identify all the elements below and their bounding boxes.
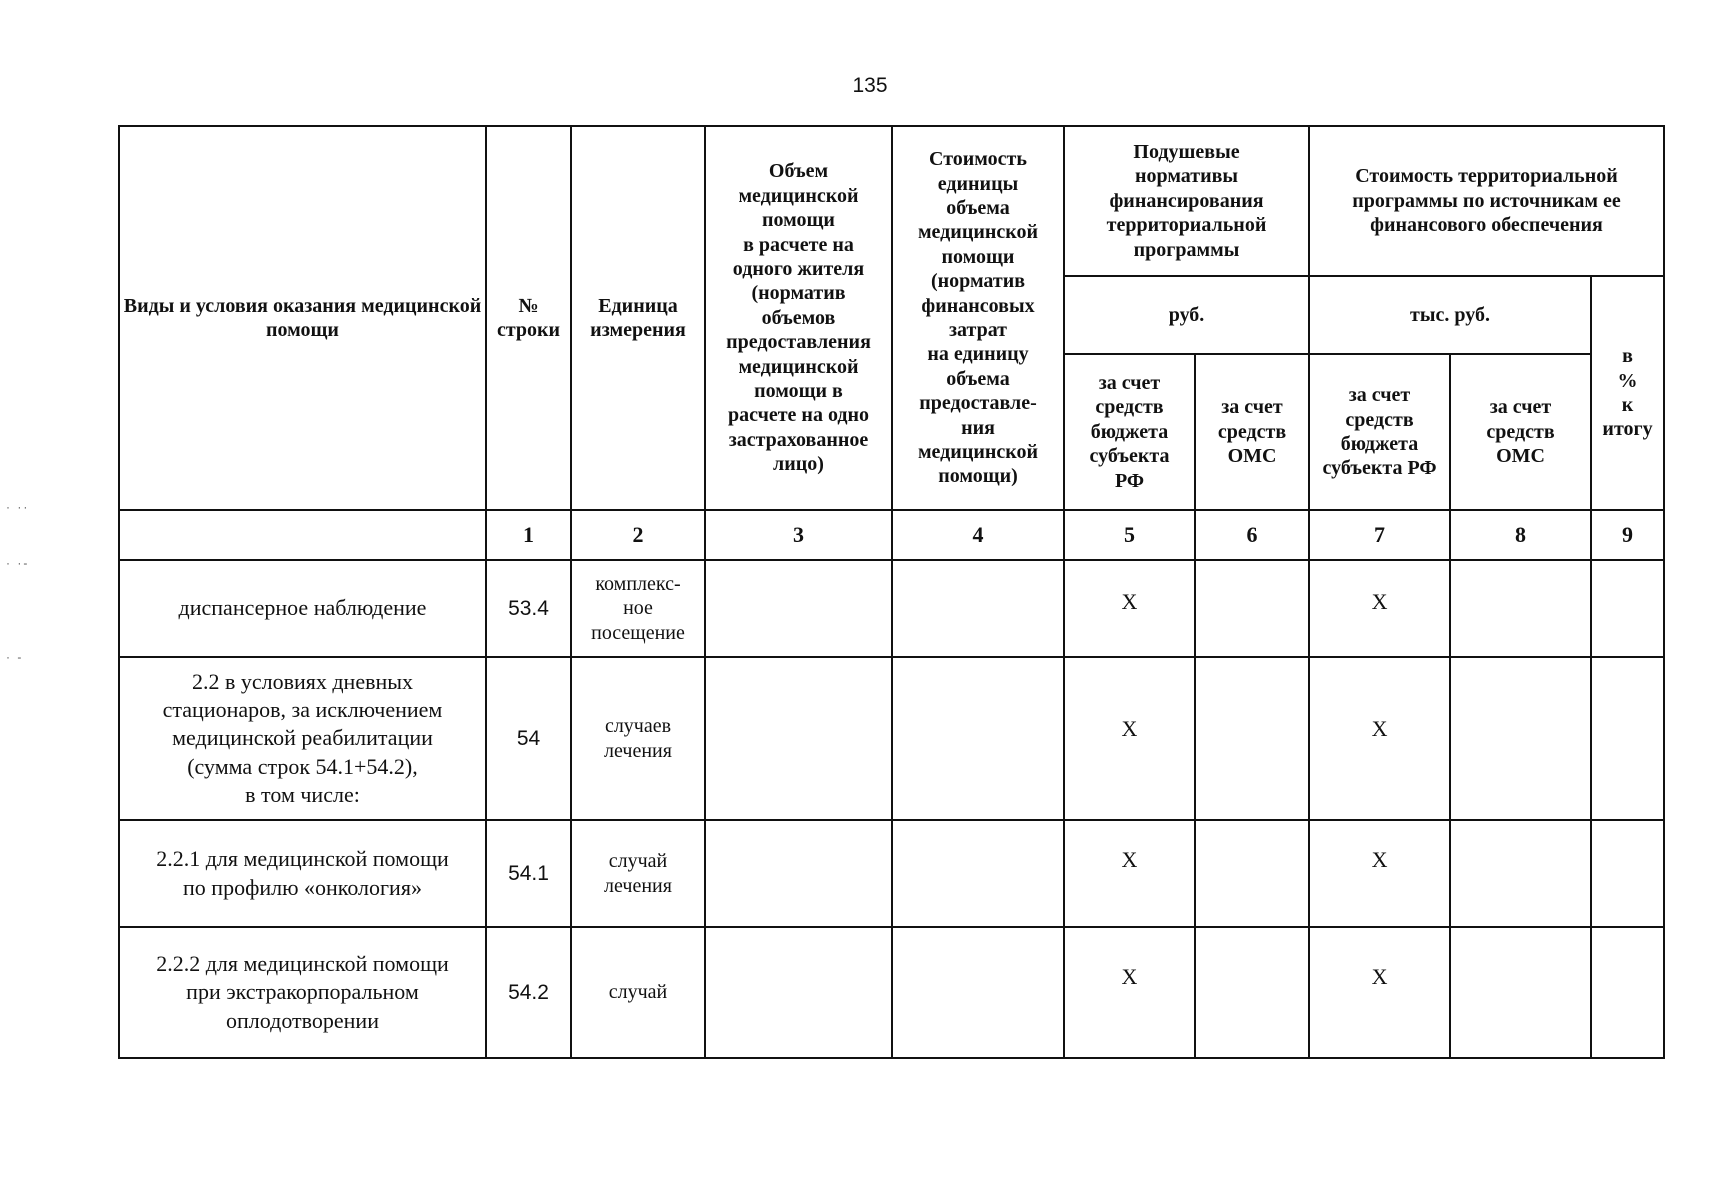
column-numbers-row — [119, 510, 1664, 560]
margin-scan-mark: · ·· — [6, 500, 30, 514]
table-row — [119, 657, 1664, 820]
column-number: 7 — [1309, 510, 1450, 560]
row-cell-volume — [705, 820, 892, 927]
row-cell-budget-rf: X — [1064, 657, 1195, 820]
row-name: 2.2 в условиях дневных стационаров, за исключением медицинской реабилитации (сумма строк 54.1+54.2), в том числе: — [119, 657, 486, 820]
margin-scan-mark: · ·- — [6, 556, 30, 570]
header-budget-rf-thous: за счет средств бюджета субъекта РФ — [1309, 354, 1450, 510]
margin-scan-mark: · - — [6, 650, 24, 664]
row-code: 54 — [486, 657, 571, 820]
row-code: 54.1 — [486, 820, 571, 927]
header-unit: Единица измерения — [571, 126, 705, 510]
table-row — [119, 560, 1664, 657]
row-cell-percent — [1591, 560, 1664, 657]
header-rub: руб. — [1064, 276, 1309, 354]
table-row — [119, 927, 1664, 1058]
row-cell-budget-rf: X — [1064, 820, 1195, 927]
row-cell-unit-cost — [892, 560, 1064, 657]
row-cell-volume — [705, 560, 892, 657]
header-per-capita: Подушевые нормативы финансирования территориальной программы — [1064, 126, 1309, 276]
row-cell-oms — [1195, 657, 1309, 820]
row-cell-oms — [1195, 820, 1309, 927]
medical-care-table — [118, 125, 1665, 1059]
header-oms: за счет средств ОМС — [1195, 354, 1309, 510]
column-number: 6 — [1195, 510, 1309, 560]
header-percent: в % к итогу — [1591, 276, 1664, 510]
row-cell-percent — [1591, 657, 1664, 820]
column-number: 1 — [486, 510, 571, 560]
column-number: 8 — [1450, 510, 1591, 560]
table-row — [119, 820, 1664, 927]
row-unit: комплекс- ное посещение — [571, 560, 705, 657]
row-cell-budget-rf-thous: X — [1309, 820, 1450, 927]
row-cell-budget-rf-thous: X — [1309, 927, 1450, 1058]
row-cell-oms-thous — [1450, 560, 1591, 657]
header-volume: Объем медицинской помощи в расчете на одного жителя (норматив объемов предоставления медицинской помощи в расчете на одно застрахованное лицо) — [705, 126, 892, 510]
row-name: 2.2.2 для медицинской помощи при экстракорпоральном оплодотворении — [119, 927, 486, 1058]
column-number: 5 — [1064, 510, 1195, 560]
row-unit: случай лечения — [571, 820, 705, 927]
row-cell-unit-cost — [892, 657, 1064, 820]
header-types: Виды и условия оказания медицинской помощи — [119, 126, 486, 510]
row-code: 53.4 — [486, 560, 571, 657]
header-budget-rf: за счет средств бюджета субъекта РФ — [1064, 354, 1195, 510]
header-thous-rub: тыс. руб. — [1309, 276, 1591, 354]
row-cell-percent — [1591, 927, 1664, 1058]
row-cell-percent — [1591, 820, 1664, 927]
column-number: 4 — [892, 510, 1064, 560]
row-cell-oms-thous — [1450, 657, 1591, 820]
row-cell-unit-cost — [892, 820, 1064, 927]
row-cell-budget-rf: X — [1064, 560, 1195, 657]
row-unit: случаев лечения — [571, 657, 705, 820]
row-code: 54.2 — [486, 927, 571, 1058]
column-number — [119, 510, 486, 560]
column-number: 9 — [1591, 510, 1664, 560]
header-oms-thous: за счет средств ОМС — [1450, 354, 1591, 510]
header-row-number: № строки — [486, 126, 571, 510]
row-cell-oms-thous — [1450, 820, 1591, 927]
column-number: 2 — [571, 510, 705, 560]
row-name: диспансерное наблюдение — [119, 560, 486, 657]
header-unit-cost: Стоимость единицы объема медицинской помощи (норматив финансовых затрат на единицу объема предоставле- ния медицинской помощи) — [892, 126, 1064, 510]
page-number: 135 — [852, 74, 888, 97]
row-unit: случай — [571, 927, 705, 1058]
row-cell-budget-rf-thous: X — [1309, 657, 1450, 820]
row-cell-oms — [1195, 927, 1309, 1058]
column-number: 3 — [705, 510, 892, 560]
row-cell-budget-rf: X — [1064, 927, 1195, 1058]
header-program-cost: Стоимость территориальной программы по источникам ее финансового обеспечения — [1309, 126, 1664, 276]
row-cell-unit-cost — [892, 927, 1064, 1058]
row-cell-oms-thous — [1450, 927, 1591, 1058]
row-cell-budget-rf-thous: X — [1309, 560, 1450, 657]
row-cell-volume — [705, 657, 892, 820]
row-name: 2.2.1 для медицинской помощи по профилю «онкология» — [119, 820, 486, 927]
row-cell-volume — [705, 927, 892, 1058]
row-cell-oms — [1195, 560, 1309, 657]
